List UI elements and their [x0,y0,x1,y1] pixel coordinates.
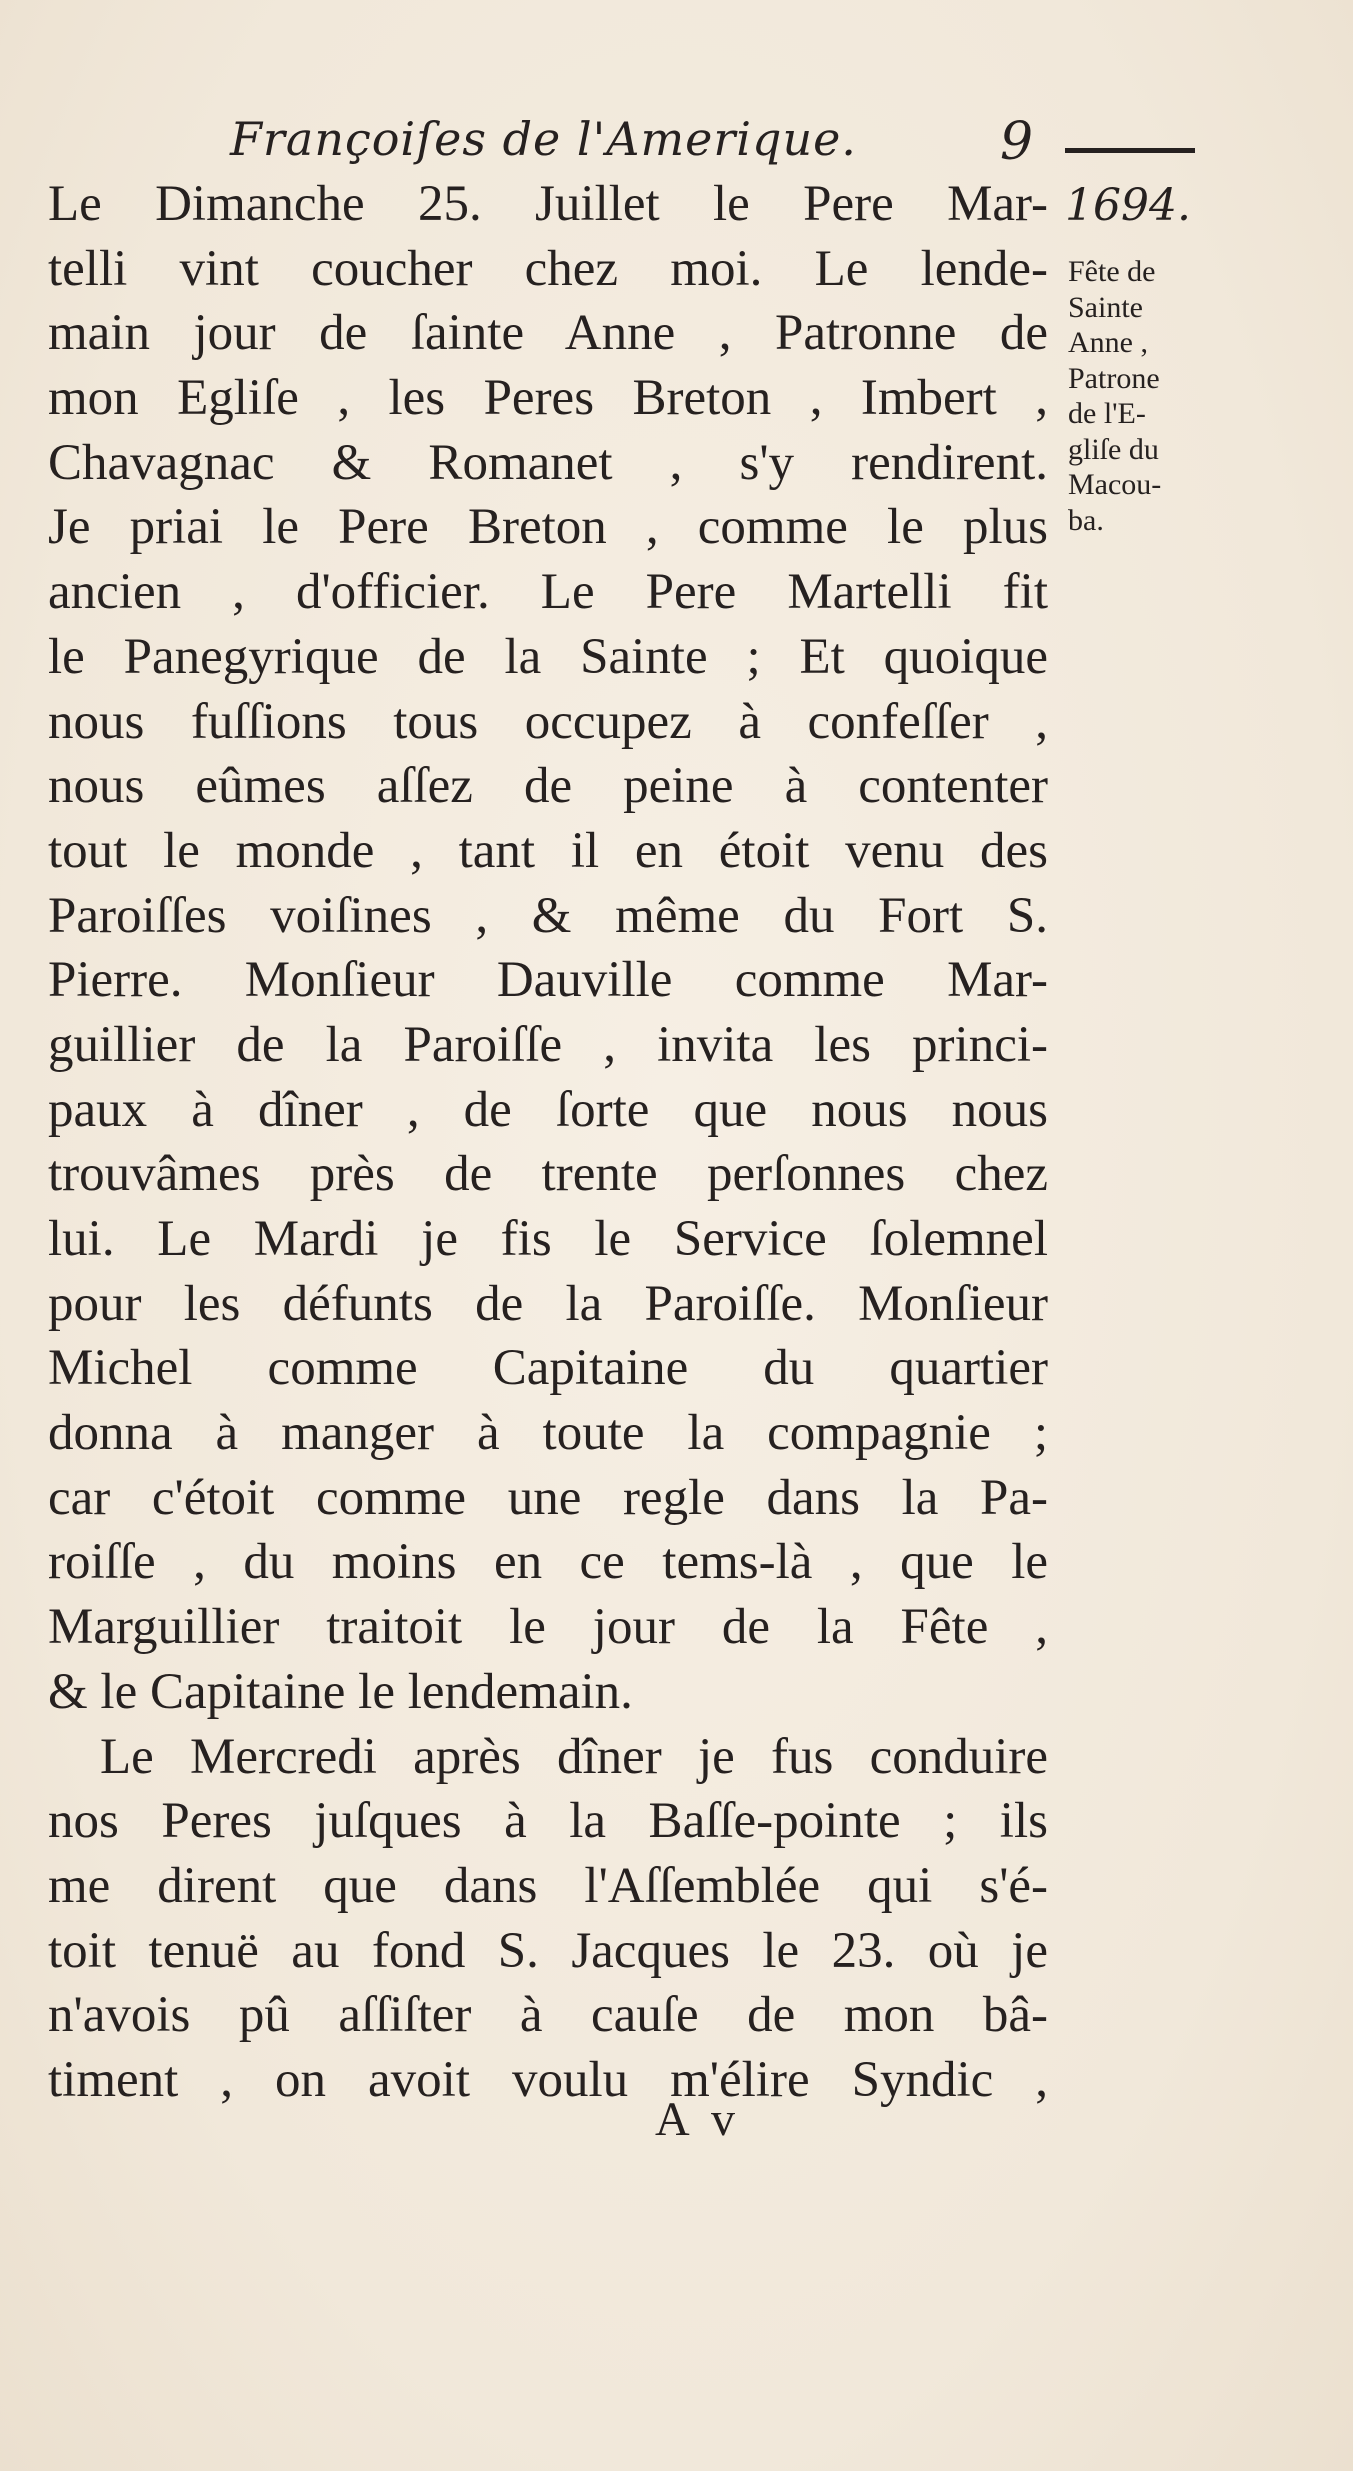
text-line: trouvâmes près de trente perſonnes chez [48,1146,1048,1203]
text-line: guillier de la Paroiſſe , invita les princi- [48,1016,1048,1073]
text-line: main jour de ſainte Anne , Patronne de [48,305,1048,362]
margin-note-line: Fête de [1068,255,1156,288]
text-line: Le Dimanche 25. Juillet le Pere Mar- [48,176,1048,232]
text-line: paux à dîner , de ſorte que nous nous [48,1081,1048,1138]
text-line: le Panegyrique de la Sainte ; Et quoique [48,628,1048,685]
text-line: Le Mercredi après dîner je fus conduire [100,1728,1048,1785]
text-line: toit tenuë au fond S. Jacques le 23. où je [48,1922,1048,1979]
text-line: donna à manger à toute la compagnie ; [48,1405,1048,1462]
text-line: lui. Le Mardi je fis le Service ſolemnel [48,1211,1048,1267]
text-line: car c'étoit comme une regle dans la Pa- [48,1469,1048,1526]
text-line: tout le monde , tant il en étoit venu des [48,822,1048,879]
margin-note-line: Patrone [1068,361,1160,395]
text-line: Marguillier traitoit le jour de la Fête , [48,1599,1048,1656]
signature-mark: A v [655,2093,742,2146]
margin-note-line: Sainte [1068,290,1143,324]
page-number: 9 [1000,112,1034,172]
text-line: pour les défunts de la Paroiſſe. Monſieur [48,1275,1048,1332]
margin-note-line: ba. [1068,503,1104,537]
text-line: Paroiſſes voiſines , & même du Fort S. [48,887,1048,944]
text-line: nous eûmes aſſez de peine à contenter [48,758,1048,815]
text-line: nos Peres juſques à la Baſſe-pointe ; ils [48,1793,1048,1850]
text-line: nous fuſſions tous occupez à confeſſer , [48,693,1048,750]
text-line: Pierre. Monſieur Dauville comme Mar- [48,952,1048,1009]
text-line: Chavagnac & Romanet , s'y rendirent. [48,434,1048,491]
margin-note-line: de l'E- [1068,397,1146,430]
margin-note-line: Macou- [1068,468,1162,501]
text-line: me dirent que dans l'Aſſemblée qui s'é- [48,1857,1048,1914]
running-title: Françoiſes de l'Amerique. [230,112,857,166]
text-line: roiſſe , du moins en ce tems-là , que le [48,1534,1048,1591]
body-text [48,172,1048,2113]
text-line: mon Egliſe , les Peres Breton , Imbert , [48,370,1048,427]
margin-note [1068,254,1213,538]
text-line: ancien , d'officier. Le Pere Martelli fit [48,564,1048,621]
text-line: n'avois pû aſſiſter à cauſe de mon bâ- [48,1987,1048,2044]
text-line: Je priai le Pere Breton , comme le plus [48,499,1048,556]
text-line: timent , on avoit voulu m'élire Syndic , [48,2051,1048,2108]
text-line: Michel comme Capitaine du quartier [48,1340,1048,1397]
margin-note-line: gliſe du [1068,432,1159,466]
header-rule [1065,148,1195,153]
text-line: telli vint coucher chez moi. Le lende- [48,240,1048,297]
margin-year: 1694. [1065,180,1191,231]
text-line: & le Capitaine le lendemain. [48,1663,633,1720]
margin-note-line: Anne , [1068,326,1148,359]
